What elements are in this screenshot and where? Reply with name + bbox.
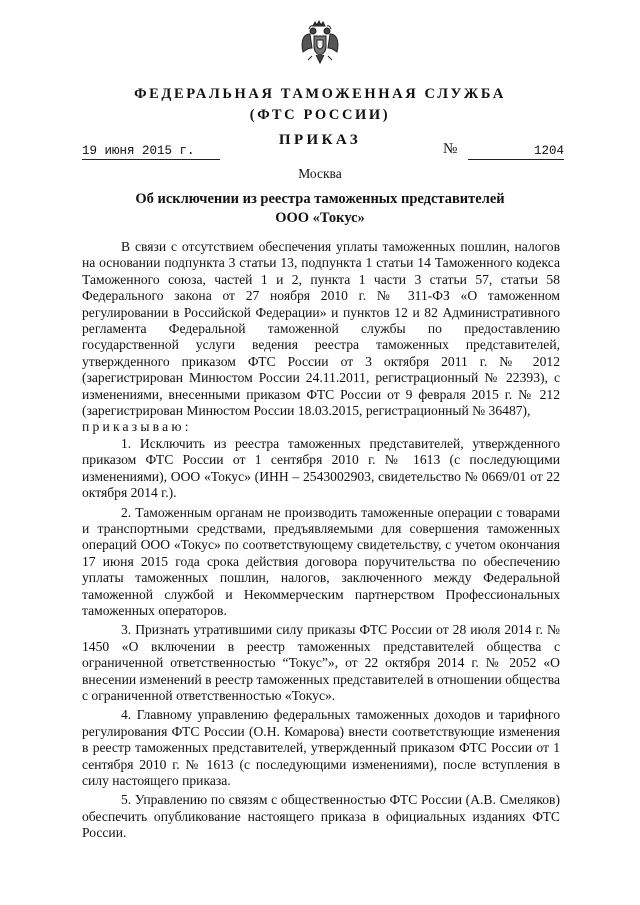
order-meta xyxy=(82,141,564,168)
document-type: ПРИКАЗ xyxy=(278,132,362,148)
order-subject xyxy=(0,190,640,228)
preamble-paragraph xyxy=(82,239,560,436)
preamble-text: В связи с отсутствием обеспечения уплаты таможенных пошлин, налогов на основании подпункта 3 статьи 13, подпункта 1 статьи 14 Таможенного кодекса Таможенного союза, частей 1 и 2, пункта 1 части 3 статьи 57, статьи 58 Федерального закона от 27 ноября 2010 г. № 311-ФЗ «О таможенном регулировании в Российской Федерации» и пунктов 12 и 82 Административного регламента Федеральной таможенной службы по предоставлению государственной услуги ведения реестра таможенных представителей, утвержденного приказом ФТС России от 3 октября 2011 г. № 2012 (зарегистрирован Минюстом России 24.11.2011, регистрационный № 22393), с изменениями, внесенными приказом ФТС России от 9 февраля 2015 г. № 212 (зарегистрирован Минюстом России 18.03.2015, регистрационный № 36487), xyxy=(82,239,560,419)
item-1: 1. Исключить из реестра таможенных представителей, утвержденного приказом ФТС России от 1 сентября 2010 г. № 1613 (с последующими изменениями), ООО «Токус» (ИНН – 2543002903, свидетельство № 0669/01 от 22 октября 2014 г.). xyxy=(82,435,560,501)
order-number: 1204 xyxy=(468,144,564,160)
item-4: 4. Главному управлению федеральных таможенных доходов и тарифного регулирования ФТС России (О.Н. Комарова) внести соответствующие изменения в реестр таможенных представителей, утвержденный приказом ФТС России от 1 сентября 2010 г. № 1613 (с последующими изменениями), после вступления в силу настоящего приказа. xyxy=(82,707,560,788)
agency-name xyxy=(0,84,640,126)
subject-line2: ООО «Токус» xyxy=(275,210,365,226)
order-body xyxy=(82,239,560,842)
subject-line1: Об исключении из реестра таможенных представителей xyxy=(135,191,505,207)
item-3: 3. Признать утратившими силу приказы ФТС России от 28 июля 2014 г. № 1450 «О включении в реестр таможенных представителей общества с ограниченной ответственностью “Токус”», от 22 октября 2014 г. № 2052 «О внесении изменений в реестр таможенных представителей в отношении общества с ограниченной ответственностью «Токус». xyxy=(82,622,560,703)
item-5: 5. Управлению по связям с общественностью ФТС России (А.В. Смеляков) обеспечить опубликование настоящего приказа в официальных изданиях ФТС России. xyxy=(82,792,560,841)
order-date: 19 июня 2015 г. xyxy=(82,144,220,160)
item-2: 2. Таможенным органам не производить таможенные операции с товарами и транспортными средствами, предъявляемыми для совершения таможенных операций ООО «Токус» по соответствующему свидетельству, с учетом окончания 17 июня 2015 года срока действия договора поручительства по обеспечению уплаты таможенных пошлин, налогов, заключенного между Федеральной таможенной службой и Некоммерческим партнерством Профессиональных таможенных операторов. xyxy=(82,504,560,618)
russian-coat-of-arms-icon xyxy=(300,18,340,68)
agency-name-line1: ФЕДЕРАЛЬНАЯ ТАМОЖЕННАЯ СЛУЖБА xyxy=(134,86,506,102)
order-number-label: № xyxy=(443,141,458,157)
order-word: приказываю: xyxy=(82,419,192,435)
city: Москва xyxy=(298,166,342,181)
agency-name-line2: (ФТС РОССИИ) xyxy=(249,107,391,123)
